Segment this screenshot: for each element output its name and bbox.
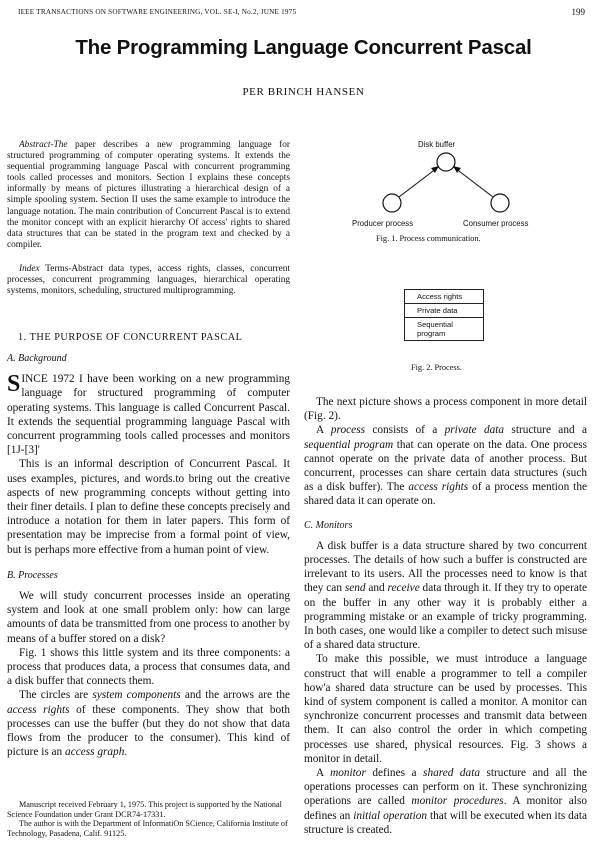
paragraph: To make this possible, we must introduce a language construct that will enable a programmer to tell a compiler how'a shared data structure can be used by processes. This kind of system component is called a monitor. A monitor can synchronize concurrent processes and transmit data between them. It can also control the order in which competing processes use shared, physical resources. Fig. 3 shows a monitor in detail.: [304, 653, 587, 765]
paragraph: The circles are system components and the arrows are the access rights of these components. They show that both processes can use the buffer (but they do not show that data flows from the producer to the consumer). This kind of picture is an access graph.: [7, 689, 290, 759]
footnote-line: Manuscript received February 1, 1975. This project is supported by the National Science Foundation under Grant DCR74-17331.: [7, 800, 282, 819]
subsection-background-heading: A. Background: [7, 353, 67, 364]
subsection-monitors-heading: C. Monitors: [304, 519, 353, 531]
paper-author: PER BRINCH HANSEN: [242, 86, 365, 98]
left-column: [7, 352, 290, 759]
abstract-text: paper describes a new programming language for structured programming of computer operating systems. It extends the sequential programming language Pascal with concurrent programming tools called processes and monitors. Section I explains these concepts informally by means of pictures illustrating a hierarchical design of a simple spooling system. Section II uses the same example to introduce the language notation. The main contribution of Concurrent Pascal is to extend the monitor concept with an explicit hierarchy Of access' rights to shared data structures that can be stated in the program text and checked by a compiler.: [7, 140, 290, 250]
drop-cap: S: [7, 371, 21, 398]
figure-1-label-producer: Producer process: [352, 219, 414, 228]
paragraph: A process consists of a private data structure and a sequential program that can operate on the data. One process cannot operate on the private data of another process. But concurrent, processes can share certain data structures (such as a disk buffer). The access rights of a process mention the shared data it can operate on.: [304, 424, 588, 508]
figure-2-caption: Fig. 2. Process.: [411, 363, 462, 372]
paragraph: The next picture shows a process component in more detail (Fig. 2).: [304, 396, 587, 423]
consumer-access-arrow: [455, 168, 493, 197]
abstract-label: Abstract-The: [19, 140, 68, 150]
process-sequential-program-cell: Sequential program: [417, 320, 453, 338]
journal-header: IEEE TRANSACTIONS ON SOFTWARE ENGINEERING, VOL. SE-I, No.2, JUNE 1975: [18, 8, 297, 16]
paragraph: A disk buffer is a data structure shared by two concurrent processes. The details of how such a buffer is constructed are irrelevant to its users. All the processes need to know is that they can send and receive data through it. If they try to operate on the buffer in any other way it is probably either a programming mistake or an example of tricky programming. In both cases, one would like a compiler to detect such misuse of a shared data structure.: [304, 539, 587, 652]
figure-1-label-disk-buffer: Disk buffer: [418, 140, 456, 149]
index-terms-text: Terms-Abstract data types, access rights, classes, concurrent processes, concurrent programming languages, hierarchical operating systems, monitors, scheduling, structured multiprogramming.: [7, 264, 290, 297]
section-heading: 1. THE PURPOSE OF CONCURRENT PASCAL: [18, 332, 243, 343]
index-terms: [7, 264, 290, 297]
paragraph: Fig. 1 shows this little system and its three components: a process that produces data, a process that consumes data, and a disk buffer that connects them.: [7, 646, 290, 688]
index-terms-label: Index: [19, 264, 40, 274]
figure-2-process-box: [404, 289, 484, 341]
producer-access-arrow: [399, 168, 437, 197]
process-access-rights-cell: Access rights: [405, 290, 483, 304]
right-column: [304, 395, 587, 837]
disk-buffer-node: [437, 153, 455, 171]
figure-1-label-consumer: Consumer process: [463, 219, 529, 228]
footnote: [7, 800, 290, 838]
abstract: [7, 140, 290, 251]
footnote-line: The author is with the Department of InformatiOn SCience, California Institute of Technology, Pasadena, Calif. 91125.: [7, 819, 288, 838]
paragraph: We will study concurrent processes inside an operating system and look at one small problem only: how can large amounts of data be transmitted from one process to another by means of a buffer stored on a disk?: [7, 590, 290, 645]
page-number: 199: [571, 7, 585, 17]
subsection-processes-heading: B. Processes: [7, 569, 58, 581]
figure-1-caption: Fig. 1. Process communication.: [376, 234, 481, 243]
producer-process-node: [383, 194, 401, 212]
paper-title: The Programming Language Concurrent Pascal: [75, 36, 532, 59]
paragraph: SINCE 1972 I have been working on a new programming language for structured programming of computer operating systems. This language is called Concurrent Pascal. It extends the sequential programming language Pascal with concurrent programming tools called processes and monitors [1J-[3]': [7, 371, 290, 457]
paragraph: A monitor defines a shared data structure and all the operations processes can perform on it. These synchronizing operations are called monitor procedures. A monitor also defines an initial operation that will be executed when its data structure is created.: [304, 767, 587, 836]
consumer-process-node: [491, 194, 509, 212]
paragraph: This is an informal description of Concurrent Pascal. It uses examples, pictures, and words.to bring out the creative aspects of new programming concepts without getting into their finer details. I plan to define these concepts precisely and introduce a notation for them in later papers. This form of presentation may be imprecise from a formal point of view, but is perhaps more effective from a human point of view.: [7, 458, 290, 556]
process-private-data-cell: Private data: [405, 304, 483, 318]
